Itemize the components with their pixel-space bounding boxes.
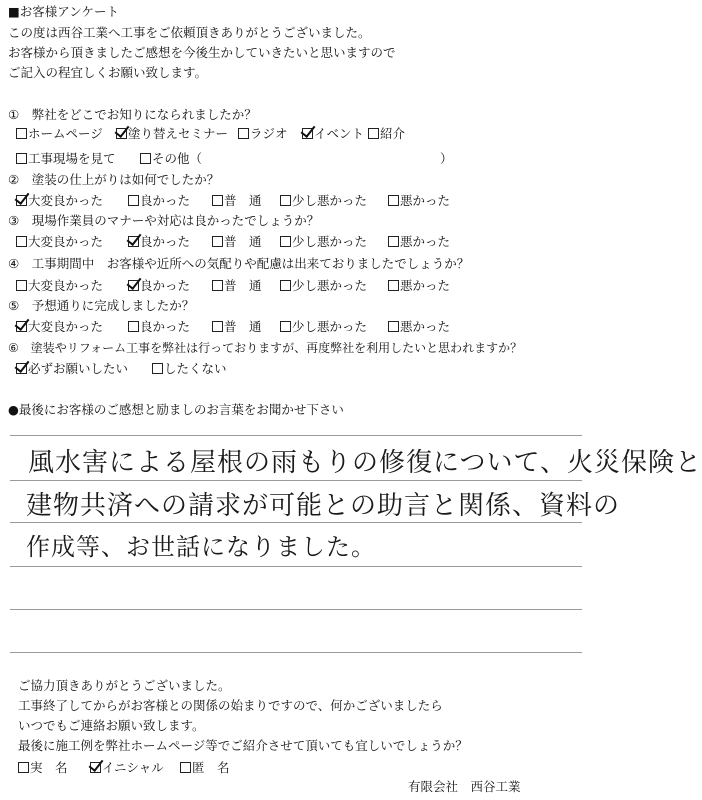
checkbox[interactable]	[180, 762, 191, 773]
checkbox[interactable]	[16, 236, 27, 247]
closing-line-3: いつでもご連絡お願い致します。	[18, 718, 205, 733]
q5-option[interactable]: 大変良かった	[16, 321, 103, 334]
checkbox[interactable]	[212, 195, 223, 206]
checkbox[interactable]	[16, 128, 27, 139]
checkbox[interactable]	[128, 321, 139, 332]
q3-option[interactable]: 悪かった	[388, 236, 450, 249]
q3-option[interactable]: 少し悪かった	[280, 236, 367, 249]
comment-rule	[10, 522, 582, 523]
checkbox[interactable]	[212, 321, 223, 332]
q3-option[interactable]: 大変良かった	[16, 236, 103, 249]
checkbox[interactable]	[388, 195, 399, 206]
intro-line-1: この度は西谷工業へ工事をご依頼頂きありがとうございました。	[8, 25, 371, 40]
handwritten-comment-line-2: 建物共済への請求が可能との助言と関係、資料の	[26, 491, 621, 521]
checkbox[interactable]	[116, 128, 127, 139]
q4-option[interactable]: 良かった	[128, 280, 190, 293]
checkbox[interactable]	[388, 236, 399, 247]
intro-line-2: お客様から頂きましたご感想を今後生かしていきたいと思いますので	[8, 45, 396, 60]
q2-option[interactable]: 少し悪かった	[280, 195, 367, 208]
checkbox[interactable]	[16, 363, 27, 374]
checkbox[interactable]	[388, 280, 399, 291]
question-2: ② 塗装の仕上がりは如何でしたか？	[8, 172, 220, 187]
comment-rule	[10, 480, 582, 481]
comment-rule	[10, 566, 582, 567]
checkbox[interactable]	[128, 236, 139, 247]
q1-option[interactable]: イベント	[302, 128, 364, 141]
q4-option[interactable]: 大変良かった	[16, 280, 103, 293]
q3-option[interactable]: 良かった	[128, 236, 190, 249]
q1-option[interactable]: 塗り替えセミナー	[116, 128, 228, 141]
comment-rule	[10, 435, 582, 436]
checkbox[interactable]	[280, 321, 291, 332]
question-5: ⑤ 予想通りに完成しましたか？	[8, 298, 195, 313]
question-1: ① 弊社をどこでお知りになられましたか？	[8, 107, 257, 122]
handwritten-comment-line-1: 風水害による屋根の雨もりの修復について、火災保険と	[28, 448, 702, 478]
q5-option[interactable]: 悪かった	[388, 321, 450, 334]
name-option[interactable]: 実 名	[18, 762, 68, 775]
checkbox[interactable]	[128, 280, 139, 291]
closing-line-2: 工事終了してからがお客様との関係の始まりですので、何かございましたら	[18, 698, 443, 713]
checkbox[interactable]	[388, 321, 399, 332]
q4-option[interactable]: 普 通	[212, 280, 262, 293]
checkbox[interactable]	[368, 128, 379, 139]
q2-option[interactable]: 大変良かった	[16, 195, 103, 208]
checkbox[interactable]	[16, 280, 27, 291]
intro-line-3: ご記入の程宜しくお願い致します。	[8, 65, 208, 80]
checkbox[interactable]	[238, 128, 249, 139]
checkbox[interactable]	[16, 153, 27, 164]
q1-close-paren: ）	[440, 151, 453, 166]
q1-option[interactable]: ラジオ	[238, 128, 288, 141]
checkbox[interactable]	[302, 128, 313, 139]
question-3: ③ 現場作業員のマナーや対応は良かったでしょうか？	[8, 213, 320, 228]
q5-option[interactable]: 普 通	[212, 321, 262, 334]
q1-option[interactable]: 紹介	[368, 128, 405, 141]
checkbox[interactable]	[90, 762, 101, 773]
checkbox[interactable]	[16, 321, 27, 332]
closing-line-4: 最後に施工例を弊社ホームページ等でご紹介させて頂いても宜しいでしょうか？	[18, 738, 468, 753]
q4-option[interactable]: 少し悪かった	[280, 280, 367, 293]
q1-option[interactable]: ホームページ	[16, 128, 103, 141]
checkbox[interactable]	[212, 236, 223, 247]
comment-rule	[10, 652, 582, 653]
comment-rule	[10, 609, 582, 610]
q2-option[interactable]: 普 通	[212, 195, 262, 208]
checkbox[interactable]	[18, 762, 29, 773]
question-4: ④ 工事期間中 お客様や近所への気配りや配慮は出来ておりましたでしょうか？	[8, 256, 470, 271]
q1-option[interactable]: 工事現場を見て	[16, 153, 116, 166]
q5-option[interactable]: 良かった	[128, 321, 190, 334]
checkbox[interactable]	[280, 280, 291, 291]
q5-option[interactable]: 少し悪かった	[280, 321, 367, 334]
closing-line-1: ご協力頂きありがとうございました。	[18, 678, 231, 693]
q4-option[interactable]: 悪かった	[388, 280, 450, 293]
q2-option[interactable]: 悪かった	[388, 195, 450, 208]
company-name: 有限会社 西谷工業	[408, 779, 521, 794]
name-option[interactable]: イニシャル	[90, 762, 164, 775]
q1-option[interactable]: その他（	[140, 153, 202, 166]
survey-title: ■お客様アンケート	[8, 4, 120, 19]
checkbox[interactable]	[16, 195, 27, 206]
checkbox[interactable]	[212, 280, 223, 291]
q6-option[interactable]: したくない	[152, 363, 227, 376]
name-option[interactable]: 匿 名	[180, 762, 230, 775]
q6-option[interactable]: 必ずお願いしたい	[16, 363, 128, 376]
q3-option[interactable]: 普 通	[212, 236, 262, 249]
checkbox[interactable]	[152, 363, 163, 374]
checkbox[interactable]	[140, 153, 151, 164]
handwritten-comment-line-3: 作成等、お世話になりました。	[26, 533, 376, 561]
comments-heading: ●最後にお客様のご感想と励ましのお言葉をお聞かせ下さい	[8, 402, 344, 417]
question-6: ⑥ 塗装やリフォーム工事を弊社は行っておりますが、再度弊社を利用したいと思われますか？	[8, 341, 523, 355]
checkbox[interactable]	[280, 195, 291, 206]
q2-option[interactable]: 良かった	[128, 195, 190, 208]
checkbox[interactable]	[280, 236, 291, 247]
checkbox[interactable]	[128, 195, 139, 206]
